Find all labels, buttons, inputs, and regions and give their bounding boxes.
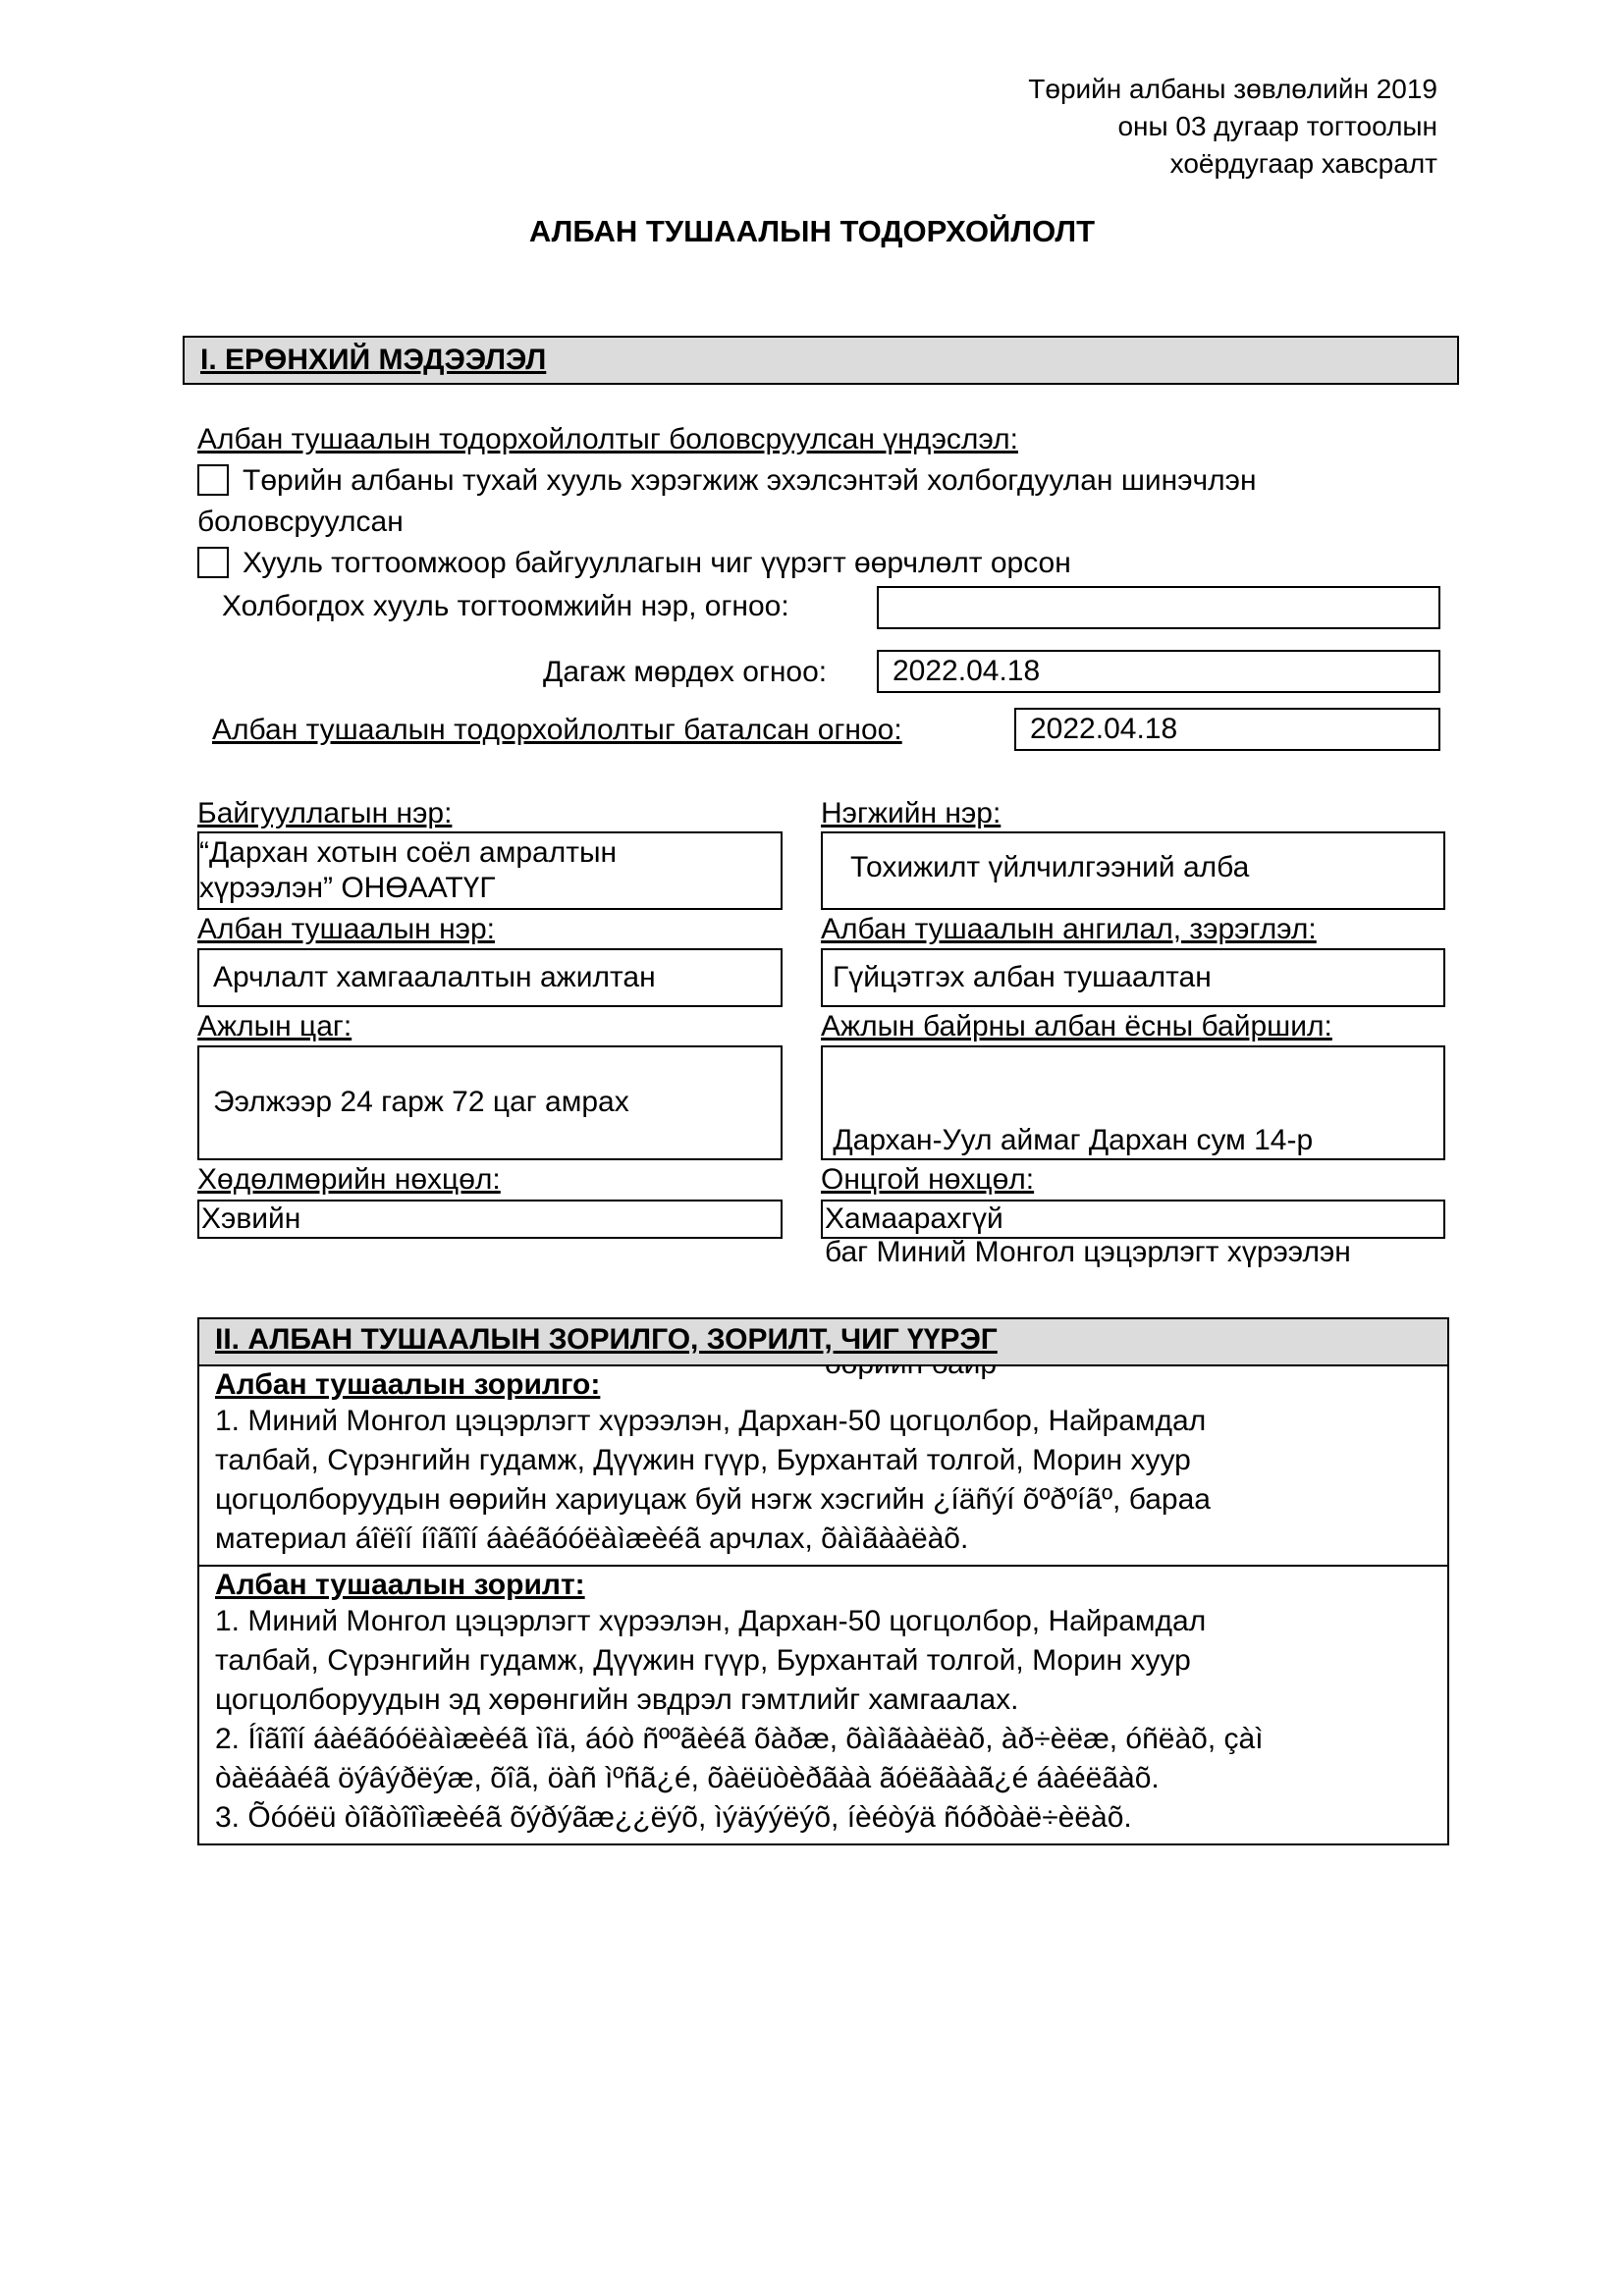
- option2-checkbox[interactable]: [197, 547, 229, 578]
- work-hours-field: Ээлжээр 24 гарж 72 цаг амрах: [197, 1045, 783, 1160]
- effective-date-label: Дагаж мөрдөх огноо:: [543, 656, 828, 688]
- org-name-label: Байгууллагын нэр:: [197, 797, 453, 829]
- position-name-label: Албан тушаалын нэр:: [197, 913, 495, 945]
- objective-line6: 3. Õóóëü òîãòîîìæèéã õýðýãæ¿¿ëýõ, ìýäýýëýõ, íèéòýä ñóðòàë÷èëàõ.: [215, 1801, 1132, 1834]
- goal-block: [199, 1366, 1447, 1565]
- labor-conditions-field: Хэвийн: [197, 1200, 783, 1239]
- header-note: [1028, 71, 1437, 183]
- position-class-field: Гүйцэтгэх албан тушаалтан: [821, 948, 1445, 1007]
- objective-line5: òàëáàéã öýâýðëýæ, õîã, öàñ ìºñã¿é, õàëüòèðãàà ãóëãààã¿é áàéëãàõ.: [215, 1762, 1160, 1794]
- approved-date-field[interactable]: 2022.04.18: [1014, 708, 1440, 751]
- work-location-line1: Дархан-Уул аймаг Дархан сум 14-р: [825, 1124, 1314, 1156]
- objective-line2: талбай, Сүрэнгийн гудамж, Дүүжин гүүр, Бурхантай толгой, Морин хуур: [215, 1644, 1191, 1677]
- option1-text-line2: боловсруулсан: [197, 506, 404, 538]
- goal-line4: материал áîëîí íîãîîí áàéãóóëàìæèéã арчлах, õàìãààëàõ.: [215, 1522, 969, 1555]
- labor-conditions-label: Хөдөлмөрийн нөхцөл:: [197, 1163, 501, 1196]
- section2-table: [197, 1317, 1449, 1845]
- org-name-field: [197, 831, 783, 910]
- org-name-line1: “Дархан хотын соёл амралтын: [199, 836, 618, 869]
- unit-name-label: Нэгжийн нэр:: [821, 797, 1001, 829]
- org-name-line2: хүрээлэн” ОНӨААТҮГ: [199, 872, 496, 904]
- goal-label: Албан тушаалын зорилго:: [215, 1368, 601, 1401]
- position-name-field: Арчлалт хамгаалалтын ажилтан: [197, 948, 783, 1007]
- effective-date-field[interactable]: 2022.04.18: [877, 650, 1440, 693]
- unit-name-field: Тохижилт үйлчилгээний алба: [821, 831, 1445, 910]
- work-location-line2: баг Миний Монгол цэцэрлэгт хүрээлэн: [825, 1236, 1351, 1268]
- header-note-line2: оны 03 дугаар тогтоолын: [1117, 111, 1437, 141]
- objective-line3: цогцолборуудын эд хөрөнгийн эвдрэл гэмтлийг хамгаалах.: [215, 1683, 1019, 1716]
- objective-label: Албан тушаалын зорилт:: [215, 1569, 585, 1601]
- goal-line2: талбай, Сүрэнгийн гудамж, Дүүжин гүүр, Бурхантай толгой, Морин хуур: [215, 1444, 1191, 1476]
- header-note-line1: Төрийн албаны зөвлөлийн 2019: [1028, 74, 1437, 104]
- option1-checkbox[interactable]: [197, 464, 229, 496]
- option1-text-line1: Төрийн албаны тухай хууль хэрэгжиж эхэлсэнтэй холбогдуулан шинэчлэн: [243, 464, 1257, 497]
- related-law-label: Холбогдох хууль тогтоомжийн нэр, огноо:: [222, 590, 789, 622]
- goal-line1: 1. Миний Монгол цэцэрлэгт хүрээлэн, Дархан-50 цогцолбор, Найрамдал: [215, 1405, 1207, 1437]
- related-law-field[interactable]: [877, 586, 1440, 629]
- objective-block: [199, 1565, 1447, 1843]
- goal-line3: цогцолборуудын өөрийн хариуцаж буй нэгж хэсгийн ¿íäñýí õºðºíãº, бараа: [215, 1483, 1211, 1516]
- header-note-line3: хоёрдугаар хавсралт: [1169, 148, 1437, 179]
- section1-heading: I. ЕРӨНХИЙ МЭДЭЭЛЭЛ: [200, 344, 547, 376]
- position-class-label: Албан тушаалын ангилал, зэрэглэл:: [821, 913, 1317, 945]
- section2-heading: II. АЛБАН ТУШААЛЫН ЗОРИЛГО, ЗОРИЛТ, ЧИГ ҮҮРЭГ: [199, 1319, 1447, 1366]
- work-hours-label: Ажлын цаг:: [197, 1010, 352, 1042]
- basis-label: Албан тушаалын тодорхойлолтыг боловсруулсан үндэслэл:: [197, 423, 1018, 455]
- section1-heading-bar: [183, 336, 1459, 385]
- work-location-label: Ажлын байрны албан ёсны байршил:: [821, 1010, 1332, 1042]
- objective-line1: 1. Миний Монгол цэцэрлэгт хүрээлэн, Дархан-50 цогцолбор, Найрамдал: [215, 1605, 1207, 1637]
- basis-option2: [197, 546, 1071, 581]
- basis-option1: [197, 463, 1257, 499]
- special-conditions-field: Хамаарахгүй: [821, 1200, 1445, 1239]
- option2-text: Хууль тогтоомжоор байгууллагын чиг үүрэгт өөрчлөлт орсон: [243, 547, 1071, 579]
- special-conditions-label: Онцгой нөхцөл:: [821, 1163, 1035, 1196]
- approved-date-label: Албан тушаалын тодорхойлолтыг баталсан огноо:: [212, 714, 902, 746]
- document-title: АЛБАН ТУШААЛЫН ТОДОРХОЙЛОЛТ: [528, 214, 1096, 248]
- objective-line4: 2. Íîãîîí áàéãóóëàìæèéã ìîä, áóò ñººãèéã õàðæ, õàìãààëàõ, àð÷èëæ, óñëàõ, çàì: [215, 1723, 1264, 1755]
